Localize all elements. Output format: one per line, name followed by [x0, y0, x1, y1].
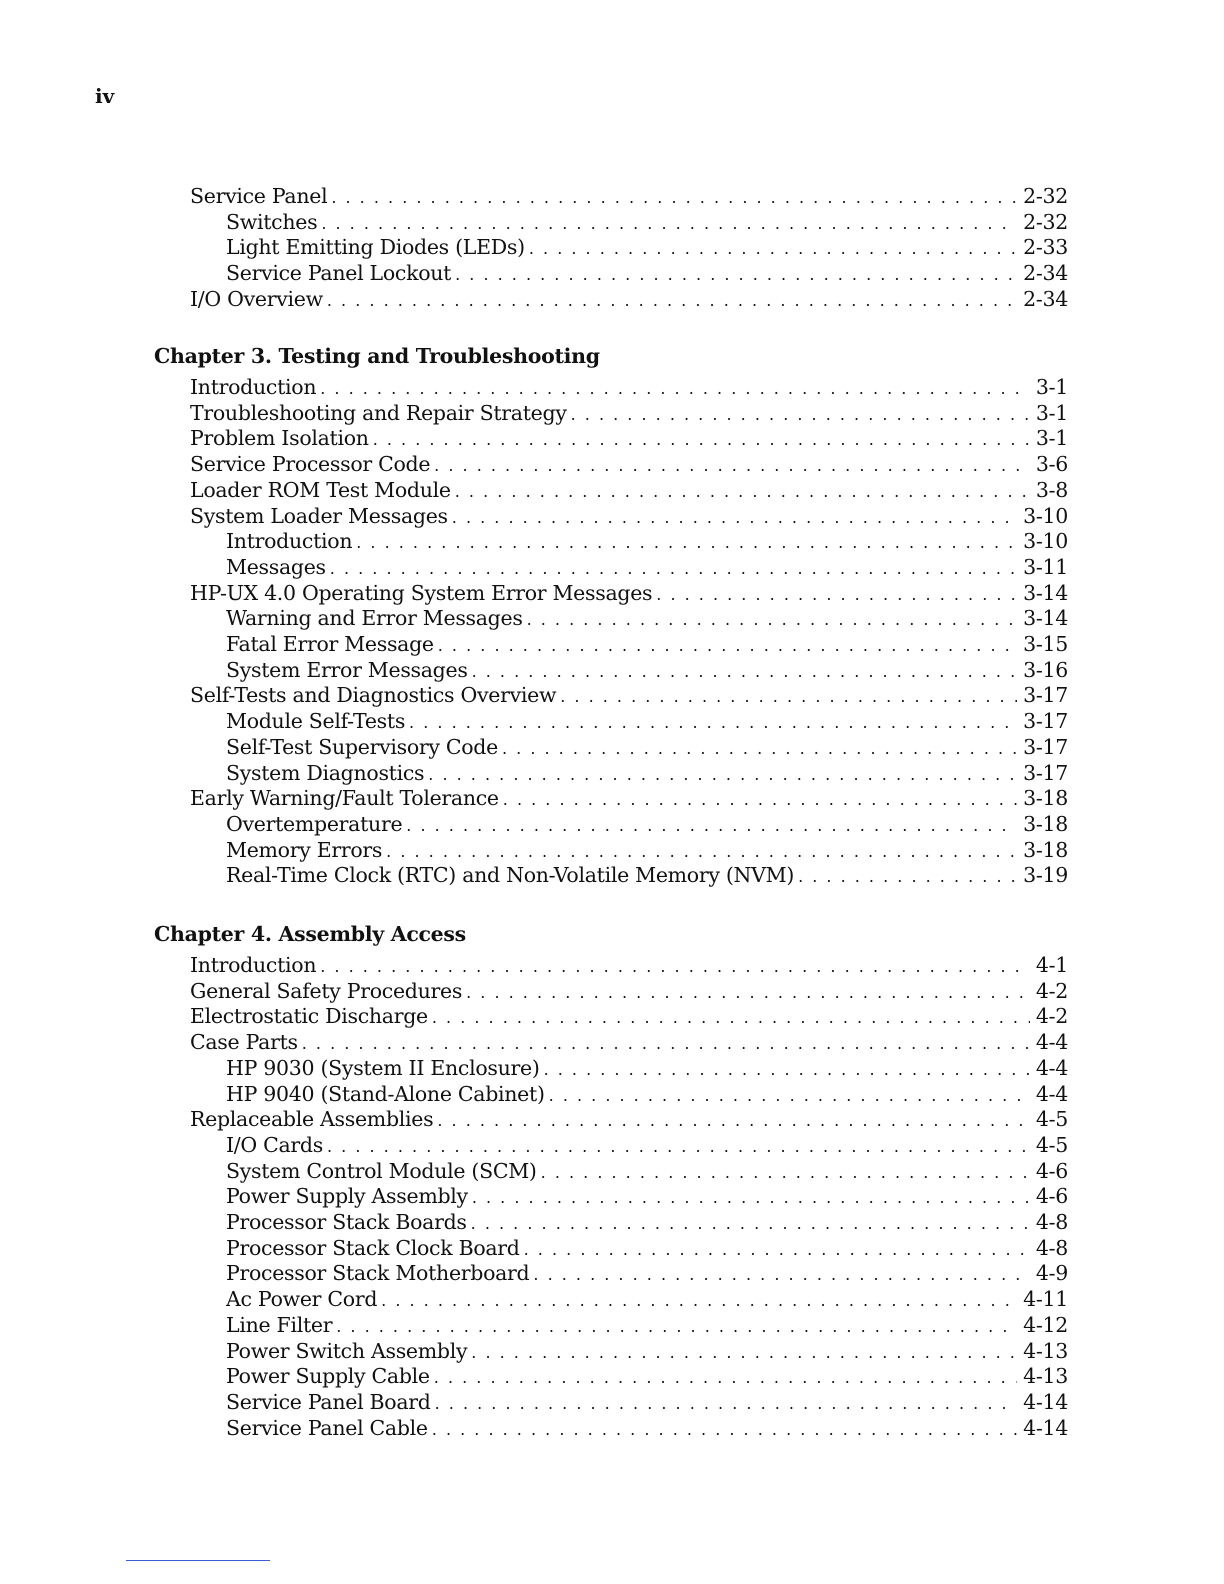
- toc-entry[interactable]: [226, 528, 1068, 554]
- dot-leader: [798, 864, 1017, 890]
- toc-entry-page: 2-34: [1023, 261, 1068, 286]
- toc-entry-page: 3-18: [1023, 811, 1068, 836]
- toc-entry[interactable]: [190, 451, 1068, 477]
- toc-entry-page: 4-2: [1035, 1004, 1068, 1029]
- dot-leader: [452, 505, 1017, 531]
- toc-entry-title: Service Panel: [190, 184, 328, 208]
- toc-entry-title: Real-Time Clock (RTC) and Non-Volatile Memory (NVM): [226, 863, 795, 888]
- toc-entry-page: 4-13: [1023, 1338, 1068, 1363]
- toc-entry-title: I/O Overview: [190, 286, 323, 311]
- toc-entry-title: System Error Messages: [226, 657, 468, 682]
- dot-leader: [527, 607, 1018, 633]
- toc-entry[interactable]: [226, 1389, 1068, 1415]
- toc-entry-page: 4-12: [1023, 1312, 1068, 1337]
- toc-entry-title: System Loader Messages: [190, 503, 448, 528]
- toc-entry-page: 4-9: [1035, 1261, 1068, 1286]
- dot-leader: [327, 288, 1017, 314]
- toc-entry-page: 4-4: [1035, 1030, 1068, 1055]
- toc-entry-title: Introduction: [226, 529, 353, 554]
- toc-entry-title: Problem Isolation: [190, 426, 369, 451]
- toc-entry-page: 2-33: [1023, 235, 1068, 260]
- toc-entry-page: 4-8: [1035, 1235, 1068, 1260]
- toc-entry-title: Processor Stack Clock Board: [226, 1235, 520, 1260]
- dot-leader: [435, 1391, 1018, 1417]
- toc-entry-title: Early Warning/Fault Tolerance: [190, 786, 499, 811]
- dot-leader: [541, 1160, 1030, 1186]
- toc-entry-page: 3-17: [1023, 760, 1068, 785]
- toc-entry-title: Self-Test Supervisory Code: [226, 734, 498, 759]
- toc-entry-title: Replaceable Assemblies: [190, 1107, 434, 1132]
- dot-leader: [571, 402, 1030, 428]
- toc-entry-page: 3-16: [1023, 657, 1068, 682]
- toc-entry-page: 4-6: [1035, 1184, 1068, 1209]
- toc-entry-title: Service Processor Code: [190, 452, 431, 477]
- dot-leader: [471, 1340, 1017, 1366]
- toc-entry-title: Service Panel Cable: [226, 1415, 428, 1440]
- dot-leader: [320, 954, 1030, 980]
- toc-entry-page: 3-18: [1023, 837, 1068, 862]
- toc-entry[interactable]: [226, 1363, 1068, 1389]
- toc-entry[interactable]: [190, 1003, 1068, 1029]
- dot-leader: [533, 1262, 1029, 1288]
- toc-entry[interactable]: [226, 605, 1068, 631]
- toc-entry[interactable]: [226, 811, 1068, 837]
- dot-leader: [529, 236, 1017, 262]
- toc-entry-page: 3-1: [1035, 400, 1068, 425]
- toc-entry[interactable]: [190, 785, 1068, 811]
- toc-entry[interactable]: [226, 734, 1068, 760]
- dot-leader: [386, 839, 1017, 865]
- chapter-heading: Chapter 3. Testing and Troubleshooting: [154, 344, 600, 368]
- toc-entry-page: 3-1: [1035, 375, 1068, 399]
- toc-entry[interactable]: [226, 1132, 1068, 1158]
- toc-entry-title: Line Filter: [226, 1312, 333, 1337]
- toc-entry-page: 4-8: [1035, 1210, 1068, 1234]
- dot-leader: [503, 787, 1017, 813]
- toc-entry[interactable]: [226, 1338, 1068, 1364]
- toc-entry-title: HP 9030 (System II Enclosure): [226, 1055, 540, 1080]
- toc-entry-title: Processor Stack Motherboard: [226, 1261, 530, 1286]
- dot-leader: [409, 710, 1017, 736]
- toc-entry[interactable]: [190, 183, 1068, 209]
- toc-entry-page: 3-19: [1023, 863, 1068, 888]
- toc-entry-page: 3-10: [1023, 529, 1068, 554]
- toc-entry-title: Light Emitting Diodes (LEDs): [226, 235, 525, 260]
- toc-entry-title: Fatal Error Message: [226, 632, 434, 656]
- dot-leader: [455, 479, 1030, 505]
- toc-entry-title: Troubleshooting and Repair Strategy: [190, 400, 567, 425]
- toc-entry-page: 4-14: [1023, 1389, 1068, 1414]
- dot-leader: [428, 762, 1017, 788]
- toc-entry-title: Warning and Error Messages: [226, 606, 523, 631]
- dot-leader: [524, 1237, 1030, 1263]
- toc-entry[interactable]: [190, 477, 1068, 503]
- toc-entry[interactable]: [226, 657, 1068, 683]
- toc-entry[interactable]: [226, 1415, 1068, 1441]
- toc-entry-title: Self-Tests and Diagnostics Overview: [190, 683, 557, 708]
- dot-leader: [381, 1288, 1017, 1314]
- toc-entry[interactable]: [190, 1029, 1068, 1055]
- dot-leader: [406, 813, 1017, 839]
- toc-entry-page: 4-4: [1035, 1081, 1068, 1106]
- toc-entry-page: 4-1: [1035, 953, 1068, 977]
- chapter-heading: Chapter 4. Assembly Access: [154, 922, 466, 946]
- toc-entry-page: 3-14: [1023, 606, 1068, 631]
- dot-leader: [434, 1365, 1017, 1391]
- toc-entry[interactable]: [226, 1286, 1068, 1312]
- dot-leader: [472, 659, 1018, 685]
- toc-entry-title: Processor Stack Boards: [226, 1210, 467, 1234]
- dot-leader: [356, 530, 1017, 556]
- toc-entry[interactable]: [190, 425, 1068, 451]
- dot-leader: [560, 684, 1017, 710]
- toc-entry-title: Overtemperature: [226, 811, 403, 836]
- toc-entry-title: Power Supply Cable: [226, 1364, 430, 1389]
- toc-entry-page: 4-5: [1035, 1107, 1068, 1132]
- toc-entry-title: Introduction: [190, 953, 317, 977]
- dot-leader: [472, 1185, 1030, 1211]
- toc-entry-title: Loader ROM Test Module: [190, 477, 451, 502]
- toc-entry[interactable]: [226, 1260, 1068, 1286]
- toc-entry-page: 2-34: [1023, 286, 1068, 311]
- dot-leader: [331, 185, 1017, 211]
- toc-entry[interactable]: [226, 631, 1068, 657]
- dot-leader: [544, 1057, 1030, 1083]
- toc-entry[interactable]: [190, 286, 1068, 312]
- toc-entry-page: 3-6: [1035, 452, 1068, 477]
- toc-entry[interactable]: [190, 503, 1068, 529]
- toc-entry-page: 3-17: [1023, 683, 1068, 708]
- toc-entry[interactable]: [226, 1312, 1068, 1338]
- toc-entry-page: 3-17: [1023, 709, 1068, 734]
- toc-entry-page: 3-8: [1035, 477, 1068, 502]
- toc-entry[interactable]: [226, 260, 1068, 286]
- toc-entry[interactable]: [226, 760, 1068, 786]
- dot-leader: [438, 633, 1017, 659]
- page-number: iv: [95, 84, 115, 108]
- dot-leader: [330, 556, 1017, 582]
- toc-entry-title: Case Parts: [190, 1030, 298, 1055]
- toc-entry-title: Electrostatic Discharge: [190, 1004, 428, 1029]
- toc-entry[interactable]: [226, 1235, 1068, 1261]
- dot-leader: [302, 1031, 1030, 1057]
- dot-leader: [437, 1108, 1030, 1134]
- dot-leader: [471, 1211, 1030, 1237]
- dot-leader: [373, 427, 1030, 453]
- toc-entry-page: 3-14: [1023, 580, 1068, 605]
- dot-leader: [656, 582, 1017, 608]
- toc-entry-page: 3-18: [1023, 786, 1068, 811]
- toc-entry-title: Power Switch Assembly: [226, 1338, 468, 1363]
- dot-leader: [434, 453, 1030, 479]
- toc-entry-page: 2-32: [1023, 209, 1068, 234]
- toc-entry[interactable]: [226, 234, 1068, 260]
- toc-entry-page: 3-11: [1023, 554, 1068, 579]
- toc-entry-page: 3-17: [1023, 734, 1068, 759]
- toc-entry[interactable]: [226, 1183, 1068, 1209]
- toc-entry-page: 3-10: [1023, 503, 1068, 528]
- dot-leader: [327, 1134, 1030, 1160]
- toc-entry-page: 4-14: [1023, 1415, 1068, 1440]
- toc-entry-title: Service Panel Lockout: [226, 261, 452, 286]
- toc-entry[interactable]: [226, 554, 1068, 580]
- toc-entry[interactable]: [190, 400, 1068, 426]
- toc-entry[interactable]: [190, 682, 1068, 708]
- toc-entry[interactable]: [226, 837, 1068, 863]
- toc-entry-title: HP 9040 (Stand-Alone Cabinet): [226, 1081, 545, 1106]
- dot-leader: [455, 262, 1017, 288]
- toc-entry[interactable]: [190, 374, 1068, 400]
- toc-entry-title: Ac Power Cord: [226, 1287, 378, 1312]
- toc-entry[interactable]: [190, 952, 1068, 978]
- toc-entry-title: System Diagnostics: [226, 760, 425, 785]
- toc-entry-page: 4-6: [1035, 1158, 1068, 1183]
- toc-entry-page: 4-13: [1023, 1364, 1068, 1389]
- toc-entry[interactable]: [226, 708, 1068, 734]
- toc-entry[interactable]: [190, 1106, 1068, 1132]
- toc-entry-title: General Safety Procedures: [190, 978, 463, 1003]
- dot-leader: [432, 1005, 1030, 1031]
- toc-entry-page: 4-4: [1035, 1055, 1068, 1080]
- toc-entry[interactable]: [226, 1081, 1068, 1107]
- dot-leader: [432, 1417, 1017, 1443]
- dot-leader: [320, 376, 1030, 402]
- toc-entry[interactable]: [190, 978, 1068, 1004]
- dot-leader: [502, 736, 1017, 762]
- toc-entry-title: Introduction: [190, 375, 317, 399]
- toc-entry-page: 4-2: [1035, 978, 1068, 1003]
- toc-entry-title: System Control Module (SCM): [226, 1158, 537, 1183]
- toc-entry-title: Service Panel Board: [226, 1389, 431, 1414]
- toc-entry-page: 4-5: [1035, 1132, 1068, 1157]
- dot-leader: [336, 1314, 1017, 1340]
- toc-entry-title: Messages: [226, 554, 326, 579]
- dot-leader: [466, 980, 1030, 1006]
- toc-entry[interactable]: [226, 1209, 1068, 1235]
- toc-entry[interactable]: [226, 1158, 1068, 1184]
- toc-entry-title: Power Supply Assembly: [226, 1184, 468, 1209]
- toc-entry-title: HP-UX 4.0 Operating System Error Messages: [190, 580, 653, 605]
- toc-entry-page: 2-32: [1023, 184, 1068, 208]
- toc-entry-page: 4-11: [1023, 1287, 1068, 1312]
- toc-entry-page: 3-15: [1023, 632, 1068, 656]
- footer-rule: [126, 1560, 270, 1561]
- toc-entry[interactable]: [226, 209, 1068, 235]
- dot-leader: [321, 211, 1017, 237]
- toc-entry-page: 3-1: [1035, 426, 1068, 451]
- toc-entry[interactable]: [190, 580, 1068, 606]
- toc-entry-title: Switches: [226, 209, 318, 234]
- toc-entry-title: Module Self-Tests: [226, 709, 406, 734]
- toc-entry[interactable]: [226, 1055, 1068, 1081]
- toc-entry[interactable]: [226, 862, 1068, 888]
- toc-entry-title: I/O Cards: [226, 1132, 323, 1157]
- dot-leader: [549, 1083, 1030, 1109]
- toc-entry-title: Memory Errors: [226, 837, 383, 862]
